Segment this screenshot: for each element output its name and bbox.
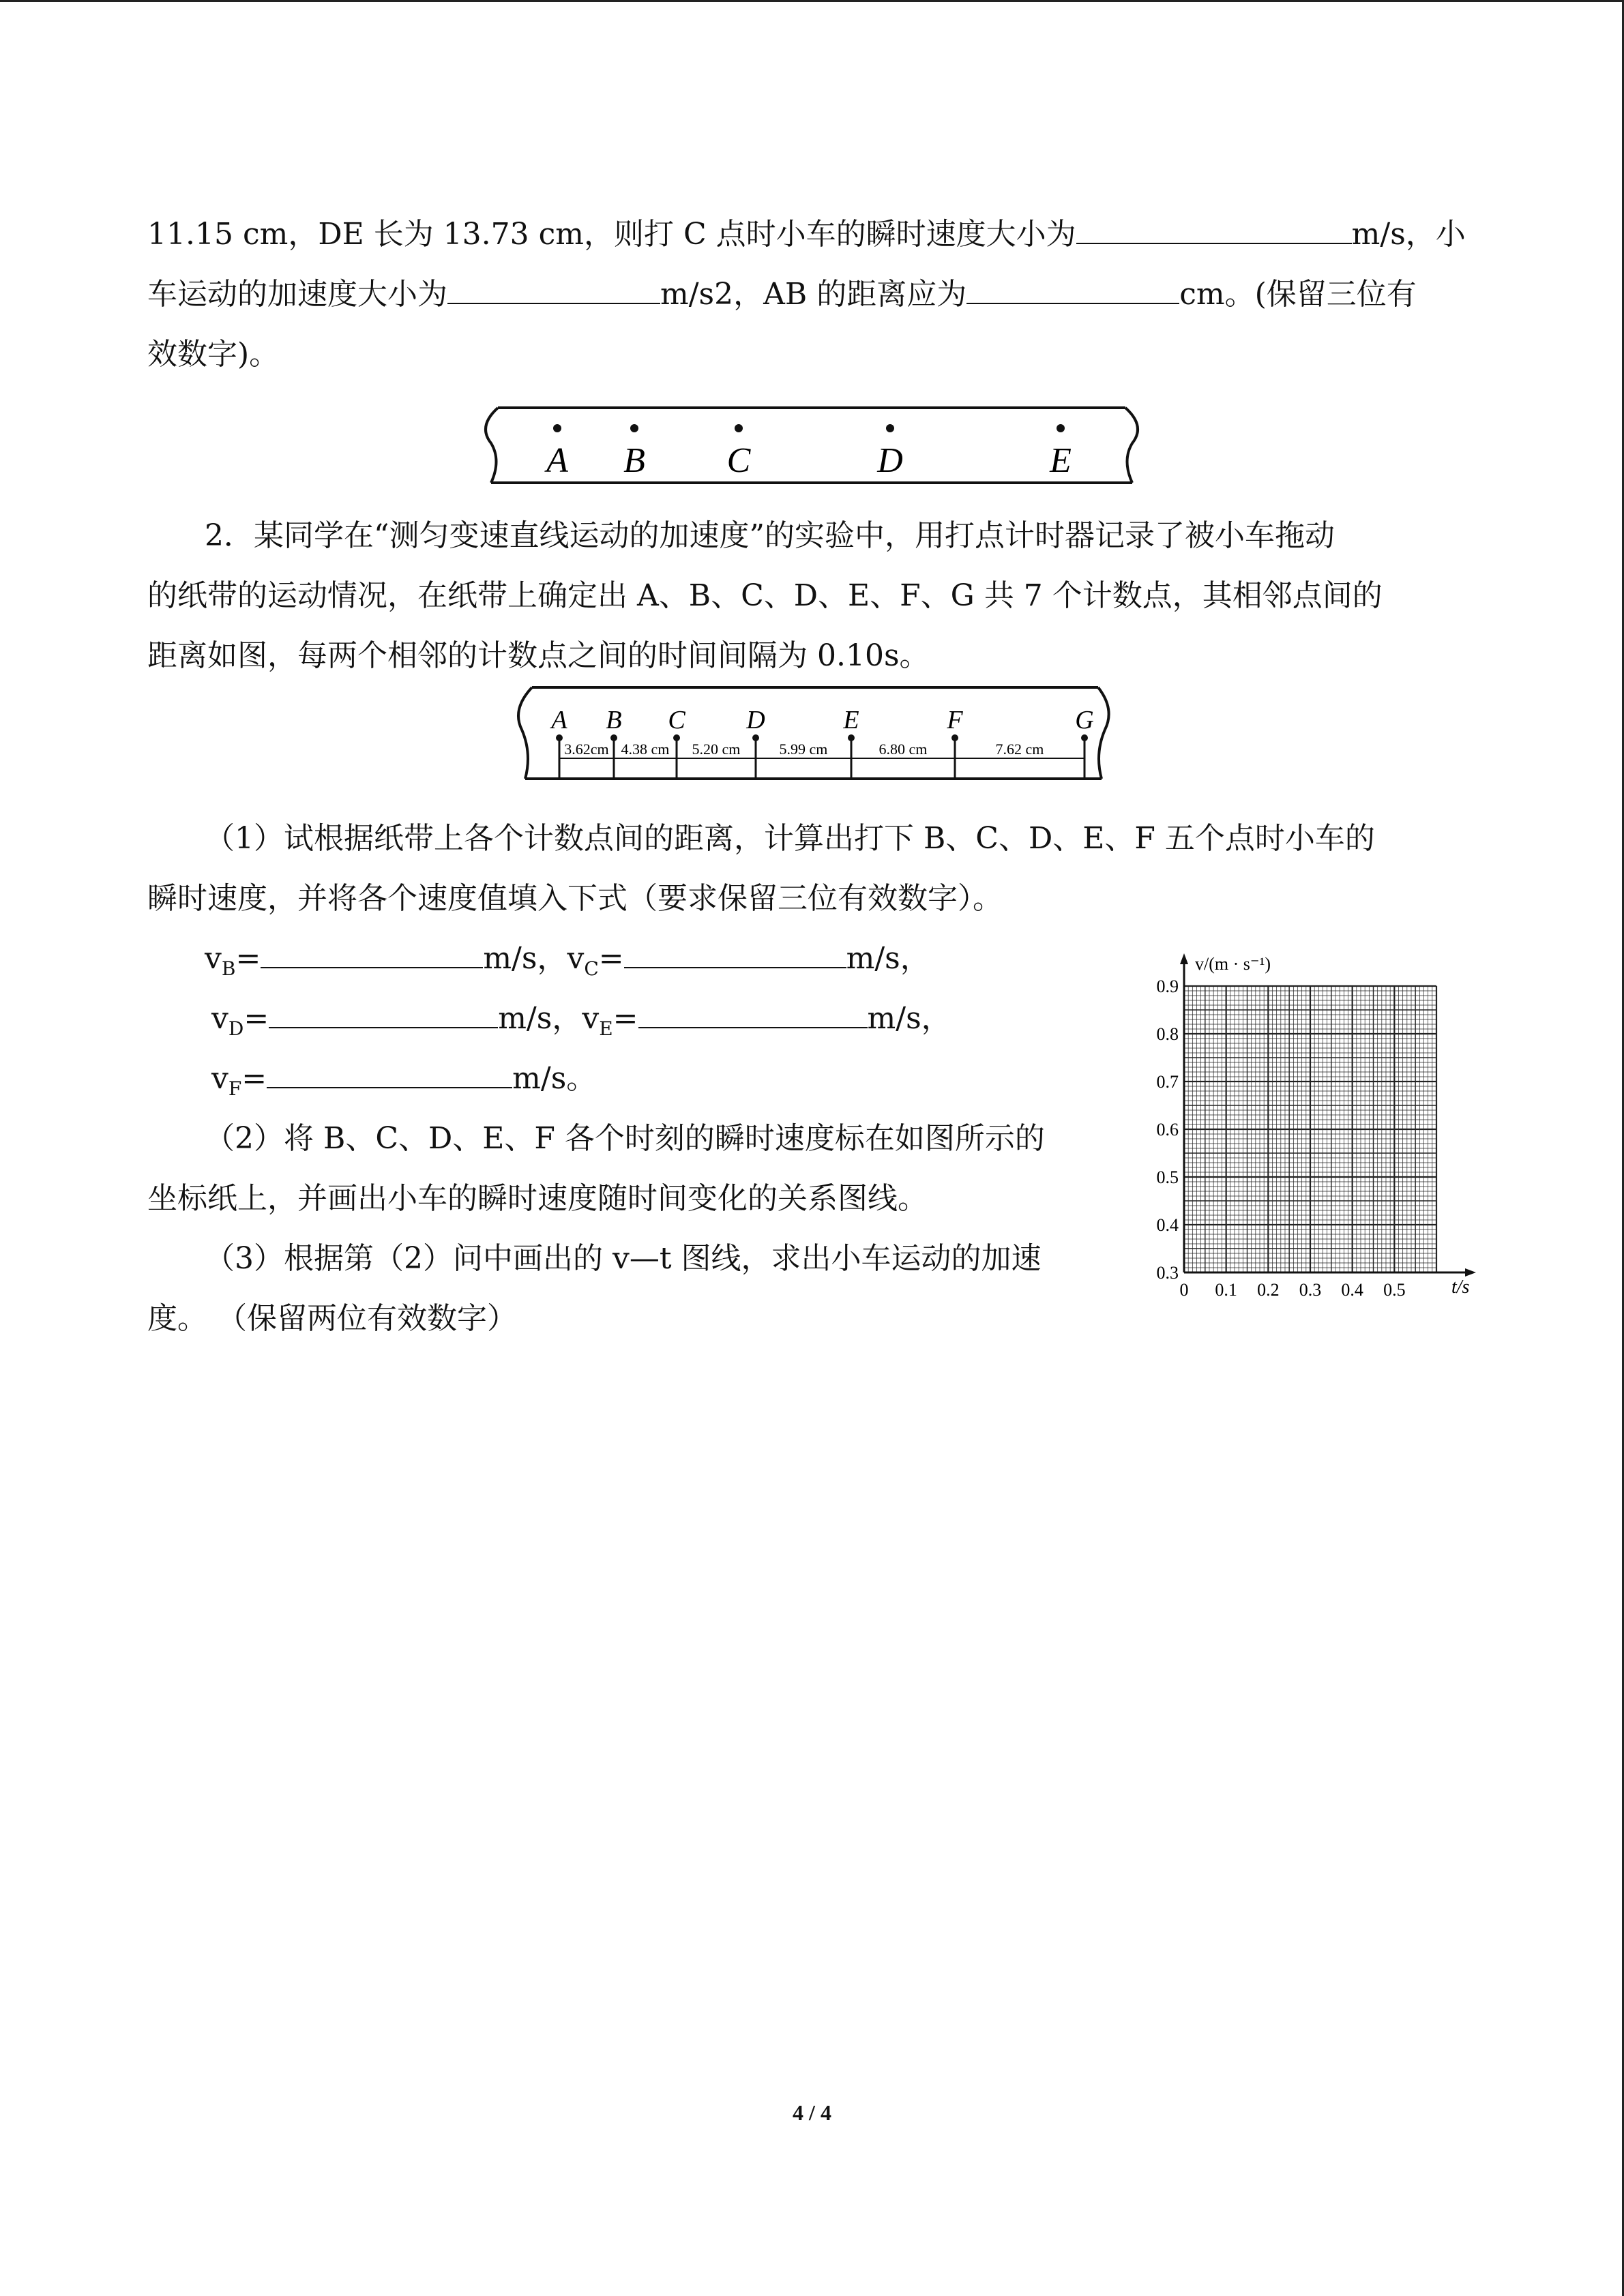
tape-figure-1: [471, 402, 1153, 491]
x-axis-arrow: [1465, 1268, 1476, 1277]
answer-blank-vb[interactable]: [261, 936, 483, 968]
x-tick-label: 0.1: [1215, 1280, 1237, 1300]
tape2-distance-ef: 6.80 cm: [879, 741, 928, 758]
p1-text: m/s，小: [1351, 217, 1466, 252]
vt-graph-paper: [1146, 948, 1487, 1302]
tape2-label-a: A: [551, 706, 567, 734]
comma: ，: [552, 1001, 582, 1036]
answer-blank-accel[interactable]: [447, 271, 660, 304]
p1-line3: 效数字)。: [147, 337, 280, 372]
x-tick-label: 0.5: [1383, 1280, 1406, 1300]
chart-grid: [1184, 986, 1436, 1272]
tape2-distance-de: 5.99 cm: [779, 741, 828, 758]
p2-line1: 2．某同学在“测匀变速直线运动的加速度”的实验中，用打点计时器记录了被小车拖动: [205, 518, 1335, 553]
p1-text: cm。(保留三位有: [1179, 277, 1417, 312]
p2-line3: 距离如图，每两个相邻的计数点之间的时间间隔为 0.10s。: [147, 638, 930, 673]
q1-line1: （1）试根据纸带上各个计数点间的距离，计算出打下 B、C、D、E、F 五个点时小车的: [205, 821, 1375, 856]
tape2-distance-bc: 4.38 cm: [621, 741, 670, 758]
answer-blank-vc2[interactable]: [624, 936, 846, 968]
tape2-label-g: G: [1075, 706, 1094, 734]
q3-line1: （3）根据第（2）问中画出的 v—t 图线，求出小车运动的加速: [205, 1241, 1042, 1276]
equals-sign: =: [241, 1061, 267, 1096]
y-tick-label: 0.3: [1156, 1263, 1179, 1283]
answer-blank-ab[interactable]: [966, 271, 1179, 304]
y-tick-label: 0.9: [1156, 976, 1179, 996]
p2-line2: 的纸带的运动情况，在纸带上确定出 A、B、C、D、E、F、G 共 7 个计数点，其相邻点间的: [147, 578, 1383, 613]
tape1-label-c: C: [726, 441, 751, 480]
v-symbol: v: [211, 1061, 228, 1096]
tape1-dot-c: [735, 424, 743, 432]
subscript-f: F: [228, 1077, 242, 1100]
y-tick-label: 0.7: [1156, 1072, 1179, 1092]
y-tick-label: 0.4: [1156, 1215, 1179, 1235]
unit-text: m/s。: [512, 1061, 597, 1096]
v-symbol: v: [567, 941, 585, 976]
equals-sign: =: [598, 941, 624, 976]
tape2-label-d: D: [746, 706, 765, 734]
tape1-dot-a: [553, 424, 561, 432]
tape2-distance-fg: 7.62 cm: [995, 741, 1044, 758]
page-number: 4 / 4: [793, 2100, 831, 2125]
tape1-label-e: E: [1050, 441, 1072, 480]
x-tick-label: 0.2: [1257, 1280, 1280, 1300]
tape2-label-c: C: [668, 706, 685, 734]
tape2-distance-ab: 3.62cm: [564, 741, 609, 758]
unit-text: m/s: [498, 1001, 552, 1036]
tape2-label-e: E: [843, 706, 859, 734]
y-tick-label: 0.5: [1156, 1167, 1179, 1187]
tape1-label-d: D: [877, 441, 903, 480]
subscript-c: C: [584, 957, 599, 980]
equals-sign: =: [235, 941, 261, 976]
subscript-e: E: [599, 1017, 613, 1040]
p1-line2: [147, 265, 1417, 325]
p1-text: 车运动的加速度大小为: [147, 277, 447, 312]
x-tick-label: 0.3: [1299, 1280, 1322, 1300]
y-tick-label: 0.8: [1156, 1024, 1179, 1044]
comma: ，: [900, 941, 930, 976]
tape2-label-f: F: [947, 706, 963, 734]
q3-line2: 度。 （保留两位有效数字）: [147, 1301, 517, 1336]
v-symbol: v: [582, 1001, 600, 1036]
q2-line1: （2）将 B、C、D、E、F 各个时刻的瞬时速度标在如图所示的: [205, 1121, 1045, 1156]
tape1-label-a: A: [546, 441, 568, 480]
p1-text: m/s2，AB 的距离应为: [660, 277, 967, 312]
subscript-b: B: [221, 957, 236, 980]
x-axis-label: t/s: [1451, 1277, 1470, 1298]
y-axis-arrow: [1180, 953, 1188, 964]
comma: ，: [921, 1001, 951, 1036]
v-symbol: v: [205, 941, 222, 976]
x-tick-label: 0.4: [1341, 1280, 1363, 1300]
equals-sign: =: [243, 1001, 269, 1036]
equals-sign: =: [612, 1001, 638, 1036]
unit-text: m/s: [867, 1001, 921, 1036]
top-border: [0, 0, 1624, 2]
answer-blank-vd[interactable]: [269, 996, 498, 1028]
answer-blank-vf[interactable]: [267, 1056, 512, 1088]
tape1-dot-e: [1057, 424, 1065, 432]
answer-blank-ve[interactable]: [638, 996, 868, 1028]
v-symbol: v: [211, 1001, 228, 1036]
tape-figure-2: [505, 682, 1119, 784]
answer-blank-vc[interactable]: [1076, 211, 1352, 244]
tape2-distance-cd: 5.20 cm: [692, 741, 741, 758]
tape2-label-b: B: [606, 706, 622, 734]
p1-line1: [147, 205, 1466, 265]
x-tick-label: 0: [1179, 1280, 1189, 1300]
y-axis-label: v/(m · s⁻¹): [1195, 954, 1271, 974]
subscript-d: D: [228, 1017, 244, 1040]
tape1-label-b: B: [623, 441, 645, 480]
comma: ，: [537, 941, 567, 976]
unit-text: m/s: [483, 941, 537, 976]
unit-text: m/s: [846, 941, 900, 976]
q2-line2: 坐标纸上，并画出小车的瞬时速度随时间变化的关系图线。: [147, 1181, 928, 1216]
tape1-dot-b: [630, 424, 638, 432]
p1-text: 11.15 cm，DE 长为 13.73 cm，则打 C 点时小车的瞬时速度大小为: [147, 217, 1076, 252]
q1-line2: 瞬时速度，并将各个速度值填入下式（要求保留三位有效数字）。: [147, 881, 1003, 916]
tape1-dot-d: [886, 424, 894, 432]
y-tick-label: 0.6: [1156, 1120, 1179, 1139]
